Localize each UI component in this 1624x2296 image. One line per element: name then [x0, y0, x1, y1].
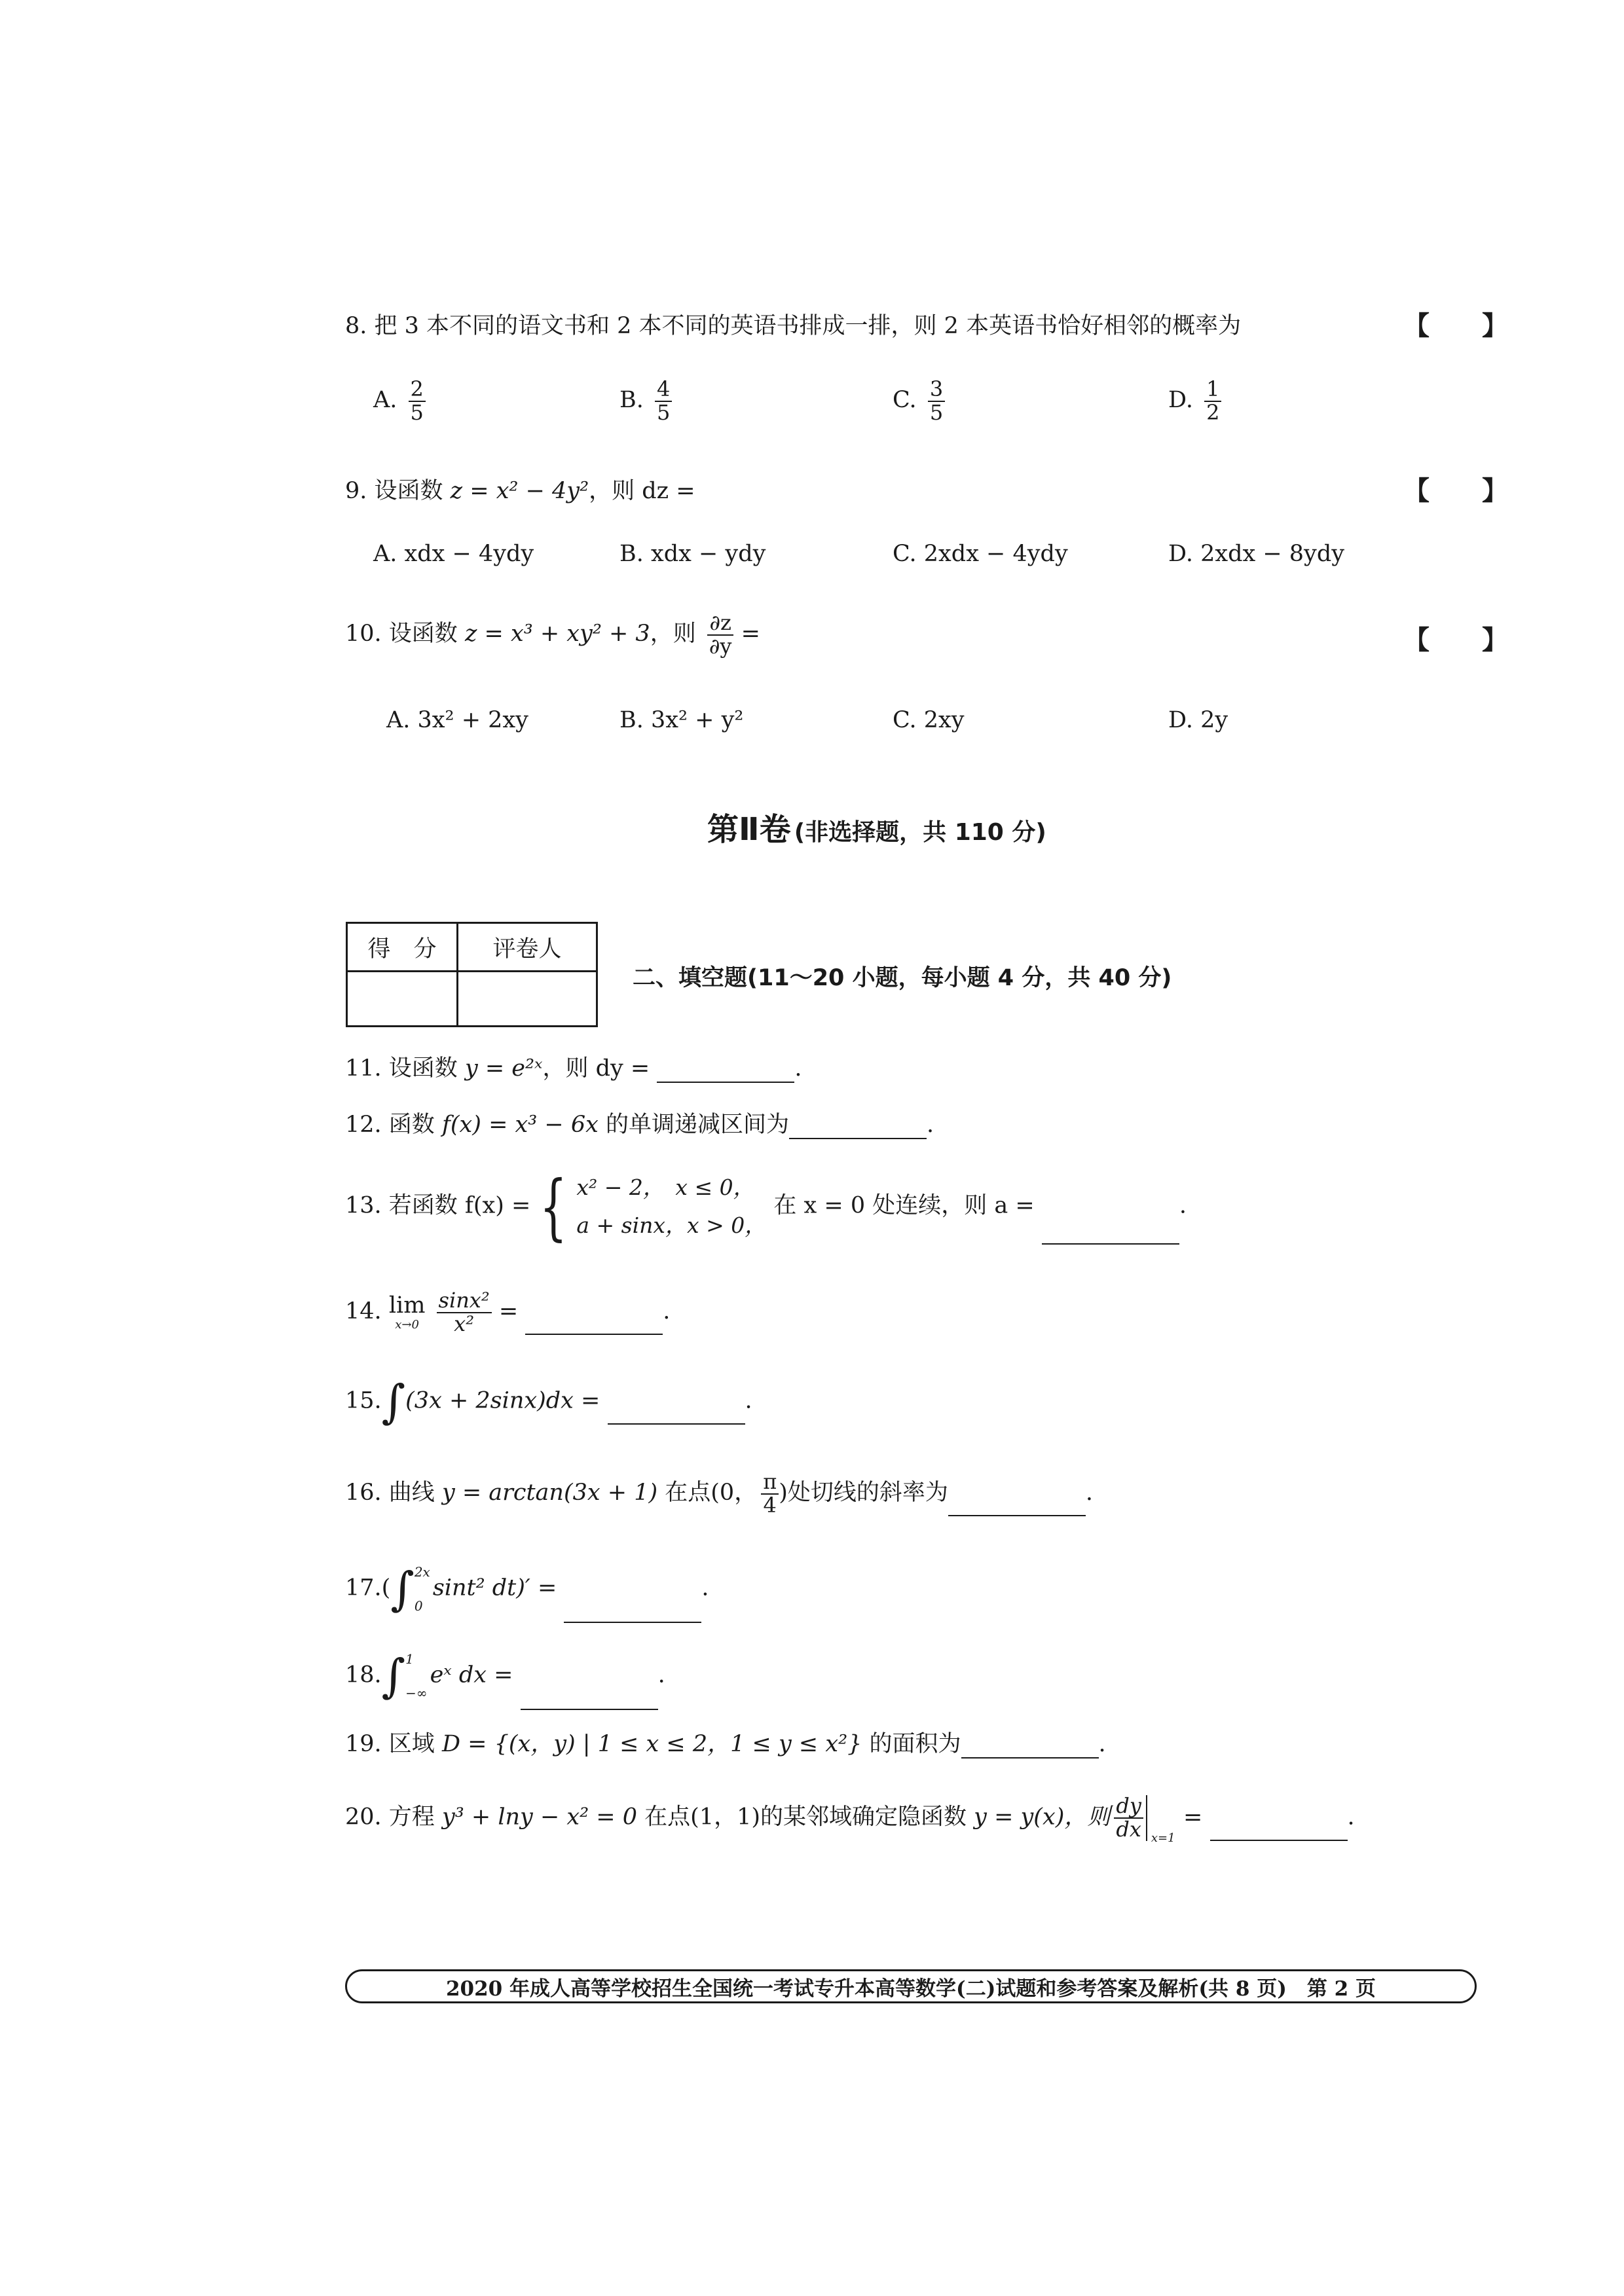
fraction	[437, 1290, 492, 1335]
period: .	[927, 1112, 934, 1138]
question-10-prefix: 10. 设函数	[345, 621, 458, 647]
question-12-suffix: 的单调递减区间为	[606, 1112, 790, 1138]
question-18-prefix: 18.	[345, 1662, 382, 1688]
question-20-expression-2: y = y(x)，则	[974, 1804, 1111, 1831]
question-17-expression: sint² dt)′ =	[432, 1575, 557, 1601]
option-label: A.	[373, 387, 397, 414]
lower-limit: 0	[414, 1598, 423, 1614]
point-close: )	[779, 1480, 788, 1506]
fraction	[928, 378, 945, 424]
q10-option-d[interactable]: D. 2y	[1168, 707, 1228, 733]
answer-blank-11[interactable]	[657, 1062, 794, 1083]
question-12-expression: f(x) = x³ − 6x	[441, 1112, 599, 1138]
question-17-prefix: 17.	[345, 1575, 382, 1601]
question-17	[345, 1555, 709, 1623]
numerator: sinx²	[437, 1290, 492, 1313]
question-11-prefix: 11. 设函数	[345, 1055, 458, 1082]
q8-option-c[interactable]	[893, 378, 945, 424]
numerator: 4	[655, 378, 672, 402]
denominator: 5	[929, 399, 944, 425]
question-14	[345, 1290, 670, 1335]
question-16-suffix: 处切线的斜率为	[787, 1480, 948, 1506]
score-cell[interactable]	[347, 972, 458, 1027]
numerator: 2	[409, 378, 426, 402]
fraction	[655, 378, 672, 424]
grader-header: 评卷人	[458, 923, 597, 972]
question-11-expression: y = e²ˣ	[464, 1055, 543, 1082]
section-2-title: 二、填空题(11～20 小题，每小题 4 分，共 40 分)	[633, 965, 1172, 991]
q10-option-a[interactable]: A. 3x² + 2xy	[386, 707, 528, 733]
paren-open: (	[381, 1575, 391, 1601]
question-13	[345, 1164, 1187, 1248]
question-9-suffix: ，则 dz =	[589, 478, 695, 504]
denominator: 4	[763, 1492, 777, 1518]
part-2-title: 第Ⅱ卷	[707, 811, 791, 848]
question-8-text: 8. 把 3 本不同的语文书和 2 本不同的英语书排成一排，则 2 本英语书恰好相邻的概率为	[345, 313, 1242, 339]
integral-icon: ∫	[390, 1562, 415, 1616]
denominator: 5	[410, 399, 424, 425]
period: .	[657, 1662, 665, 1688]
lim-subscript: x→0	[395, 1317, 419, 1332]
q9-option-c[interactable]: C. 2xdx − 4ydy	[893, 541, 1068, 567]
question-15-prefix: 15.	[345, 1387, 382, 1414]
fraction	[409, 378, 426, 424]
score-header: 得 分	[347, 923, 458, 972]
q10-option-c[interactable]: C. 2xy	[893, 707, 965, 733]
equals-sign: =	[1183, 1804, 1203, 1831]
option-label: C.	[893, 387, 917, 414]
q10-option-b[interactable]: B. 3x² + y²	[619, 707, 744, 733]
question-16	[345, 1471, 1093, 1516]
answer-blank-16[interactable]	[948, 1495, 1086, 1516]
evaluation-point: x=1	[1151, 1831, 1175, 1845]
page-footer	[345, 1969, 1477, 2003]
question-19	[345, 1726, 1106, 1758]
question-12	[345, 1106, 934, 1139]
integral-limits	[405, 1642, 427, 1710]
question-19-prefix: 19. 区域	[345, 1731, 435, 1757]
period: .	[1347, 1804, 1355, 1831]
point-open: (0，	[710, 1480, 758, 1506]
q9-option-d[interactable]: D. 2xdx − 8ydy	[1168, 541, 1345, 567]
equals-sign: =	[498, 1298, 519, 1325]
question-9-expression: z = x² − 4y²	[450, 478, 589, 504]
answer-blank-20[interactable]	[1210, 1820, 1348, 1841]
q9-option-a[interactable]: A. xdx − 4ydy	[373, 541, 534, 567]
footer-text: 2020 年成人高等学校招生全国统一考试专升本高等数学(二)试题和参考答案及解析(共 8 页) 第 2 页	[445, 1977, 1376, 2001]
integral-icon: ∫	[381, 1649, 406, 1703]
fraction	[1204, 378, 1221, 424]
q8-option-a[interactable]	[373, 378, 426, 424]
question-18	[345, 1642, 665, 1710]
question-9-prefix: 9. 设函数	[345, 478, 443, 504]
answer-bracket-8[interactable]: 【 】	[1403, 310, 1508, 341]
period: .	[794, 1055, 802, 1082]
numerator: ∂z	[707, 612, 733, 636]
answer-blank-13[interactable]	[1042, 1224, 1179, 1245]
question-10-expression: z = x³ + xy² + 3	[464, 621, 650, 647]
denominator: ∂y	[709, 633, 732, 659]
limit-operator	[389, 1293, 426, 1331]
answer-blank-14[interactable]	[525, 1314, 663, 1335]
numerator: 3	[928, 378, 945, 402]
q9-option-b[interactable]: B. xdx − ydy	[619, 541, 766, 567]
question-20-prefix: 20. 方程	[345, 1804, 435, 1831]
period: .	[1179, 1192, 1187, 1219]
case-2: a + sinx，x > 0，	[576, 1212, 767, 1238]
q8-option-d[interactable]	[1168, 378, 1221, 424]
upper-limit: 2x	[414, 1564, 430, 1580]
question-19-suffix: 的面积为	[869, 1731, 961, 1757]
grader-cell[interactable]	[458, 972, 597, 1027]
period: .	[701, 1575, 709, 1601]
answer-blank-12[interactable]	[789, 1118, 927, 1139]
question-10-stem	[345, 612, 760, 657]
integral-limits	[415, 1555, 430, 1623]
evaluation-bar	[1146, 1795, 1175, 1845]
numerator: π	[761, 1471, 779, 1495]
question-10-suffix: ，则	[650, 621, 696, 647]
option-label: B.	[619, 387, 644, 414]
derivative-fraction	[1114, 1795, 1143, 1840]
question-11-suffix: ，则 dy =	[542, 1055, 650, 1082]
option-label: D.	[1168, 387, 1193, 414]
numerator: 1	[1204, 378, 1221, 402]
q8-option-b[interactable]	[619, 378, 672, 424]
period: .	[663, 1298, 671, 1325]
question-14-prefix: 14.	[345, 1298, 382, 1325]
question-15	[345, 1375, 752, 1429]
denominator: 2	[1206, 399, 1220, 425]
fraction	[761, 1471, 779, 1516]
answer-bracket-9[interactable]: 【 】	[1403, 475, 1508, 506]
answer-blank-19[interactable]	[961, 1738, 1099, 1758]
question-12-prefix: 12. 函数	[345, 1112, 435, 1138]
period: .	[1085, 1480, 1094, 1506]
answer-blank-15[interactable]	[608, 1404, 745, 1425]
question-13-suffix: 在 x = 0 处连续，则 a =	[773, 1192, 1035, 1219]
part-2-heading	[707, 804, 1046, 849]
question-8-stem	[345, 308, 1241, 340]
answer-bracket-10[interactable]: 【 】	[1403, 625, 1508, 655]
question-16-expression: y = arctan(3x + 1)	[441, 1480, 658, 1506]
period: .	[745, 1387, 752, 1414]
question-18-expression: eˣ dx =	[430, 1662, 513, 1688]
score-table	[346, 922, 598, 1027]
equals-sign: =	[741, 621, 760, 647]
piecewise-cases	[576, 1169, 766, 1245]
answer-blank-18[interactable]	[521, 1689, 658, 1710]
lower-limit: −∞	[405, 1685, 428, 1701]
question-9-stem	[345, 473, 695, 505]
question-20-mid: 在点(1，1)的某邻域确定隐函数	[644, 1804, 967, 1831]
question-19-expression: D = {(x，y) | 1 ≤ x ≤ 2，1 ≤ y ≤ x²}	[441, 1731, 862, 1757]
question-20	[345, 1793, 1355, 1845]
question-11	[345, 1050, 802, 1083]
denominator: x²	[454, 1311, 475, 1336]
answer-blank-17[interactable]	[564, 1602, 701, 1623]
case-1: x² − 2， x ≤ 0，	[576, 1175, 755, 1200]
partial-derivative	[707, 612, 734, 657]
denominator: dx	[1116, 1817, 1141, 1842]
integral-icon: ∫	[381, 1375, 406, 1429]
numerator: dy	[1114, 1795, 1143, 1819]
question-20-expression: y³ + lny − x² = 0	[441, 1804, 638, 1831]
question-13-prefix: 13. 若函数 f(x) =	[345, 1192, 531, 1219]
lim-text: lim	[388, 1292, 426, 1319]
upper-limit: 1	[405, 1651, 414, 1667]
denominator: 5	[657, 399, 671, 425]
question-15-expression: (3x + 2sinx)dx =	[405, 1387, 600, 1414]
part-2-subtitle: (非选择题，共 110 分)	[794, 819, 1046, 846]
question-16-mid: 在点	[665, 1480, 711, 1506]
question-16-prefix: 16. 曲线	[345, 1480, 435, 1506]
left-brace-icon: {	[540, 1164, 568, 1248]
period: .	[1098, 1731, 1106, 1757]
